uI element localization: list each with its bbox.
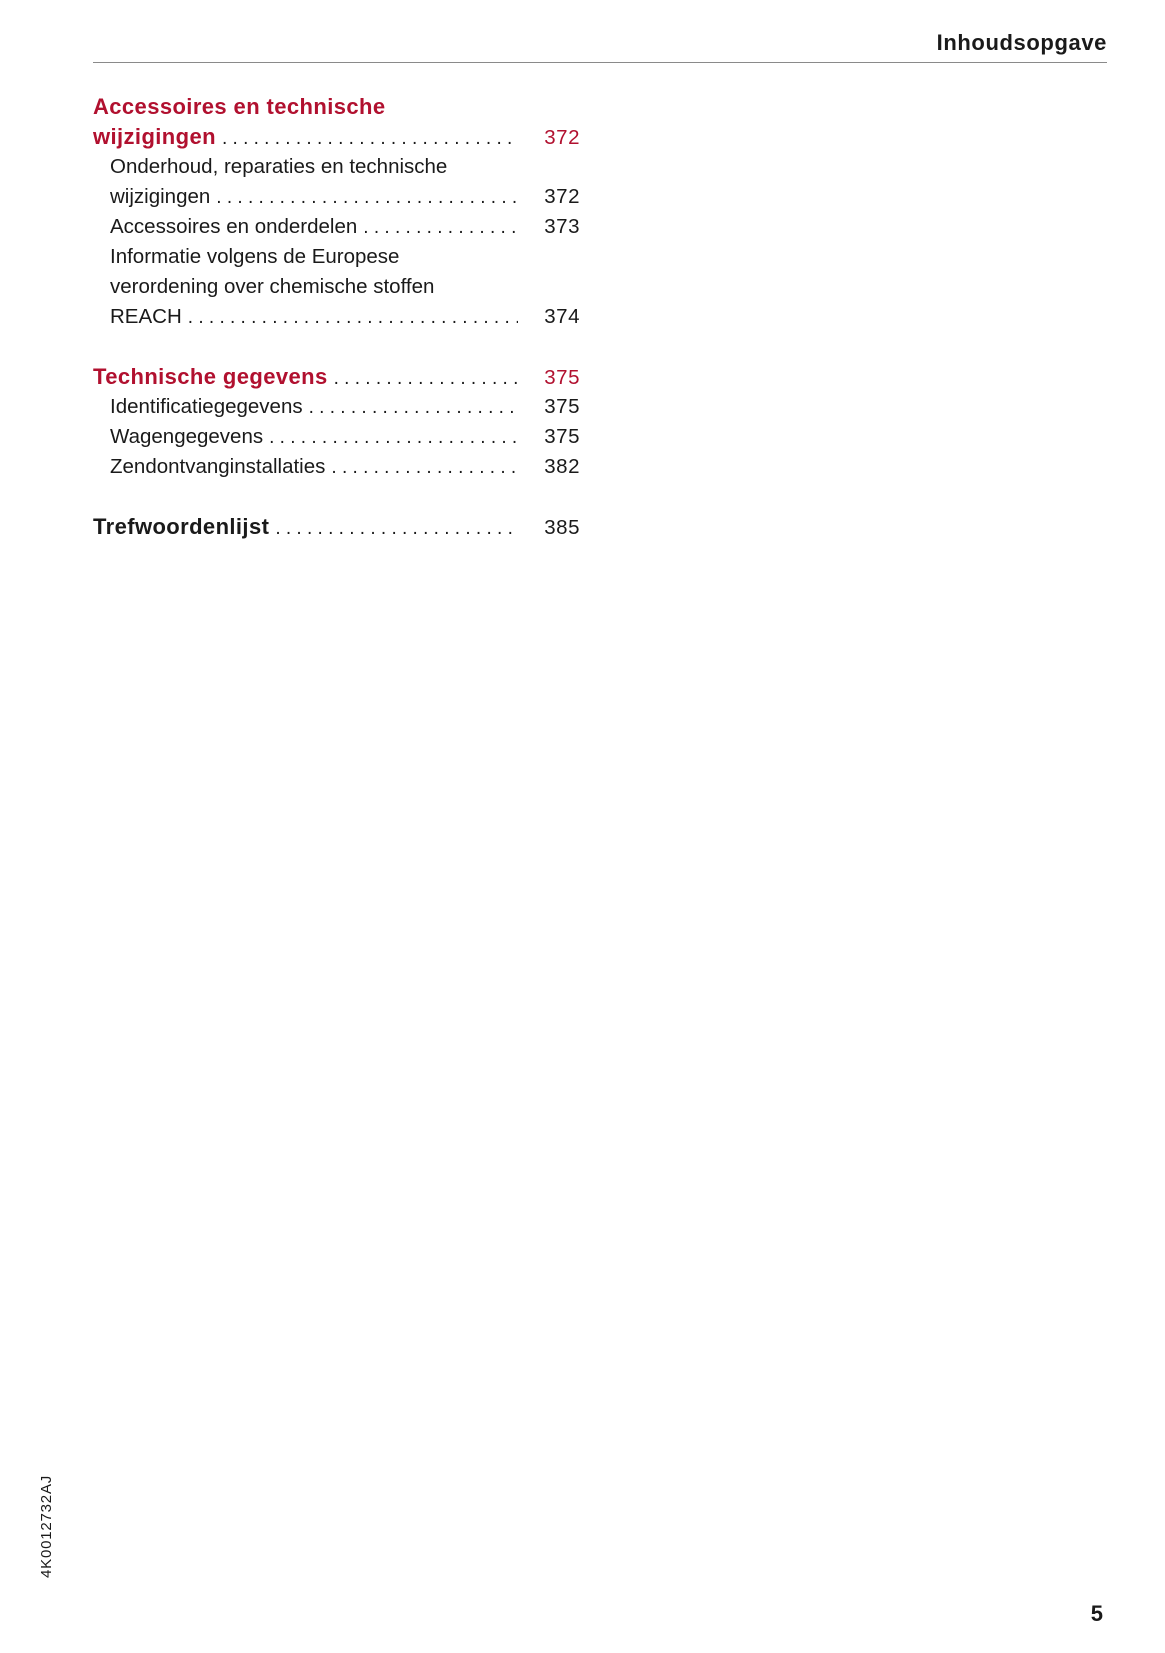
toc-section-trefwoordenlijst: [93, 512, 580, 542]
toc-page-number: 375: [544, 395, 580, 418]
toc-item-text: Identificatiegegevens: [110, 395, 303, 418]
toc-item-text: Informatie volgens de Europese: [110, 245, 400, 268]
toc-heading-accessoires[interactable]: [93, 92, 580, 152]
dot-leader: [334, 364, 518, 394]
toc-heading-technische-gegevens[interactable]: [93, 362, 580, 392]
toc-page-number: 382: [544, 455, 580, 478]
toc-page-number: 372: [544, 185, 580, 208]
toc-item-wagengegevens[interactable]: [93, 422, 580, 452]
toc-item-onderhoud[interactable]: [93, 152, 580, 212]
toc-page-number: 374: [544, 305, 580, 328]
toc-page-number: 385: [544, 516, 580, 539]
toc-item-identificatiegegevens[interactable]: [93, 392, 580, 422]
toc-item-reach[interactable]: [93, 242, 580, 332]
toc-item-text: wijzigingen: [110, 185, 211, 208]
header-divider: [93, 62, 1107, 63]
dot-leader: [363, 213, 518, 243]
toc-heading-text: Trefwoordenlijst: [93, 514, 270, 539]
toc-item-text: REACH: [110, 305, 182, 328]
running-header-title: Inhoudsopgave: [936, 30, 1107, 55]
dot-leader: [309, 393, 518, 423]
toc-heading-text: Technische gegevens: [93, 364, 328, 389]
toc-item-text: Wagengegevens: [110, 425, 264, 448]
dot-leader: [331, 453, 518, 483]
dot-leader: [269, 423, 518, 453]
toc-section-accessoires: [93, 92, 580, 332]
dot-leader: [222, 124, 518, 154]
dot-leader: [188, 303, 518, 333]
table-of-contents: [93, 92, 580, 572]
toc-item-text: Accessoires en onderdelen: [110, 215, 358, 238]
toc-item-text: verordening over chemische stoffen: [110, 275, 435, 298]
document-code: 4K0012732AJ: [38, 1474, 55, 1578]
toc-page-number: 375: [544, 366, 580, 389]
page-number: 5: [1090, 1601, 1103, 1626]
toc-page-number: 375: [544, 425, 580, 448]
toc-item-text: Zendontvanginstallaties: [110, 455, 326, 478]
toc-heading-text: Accessoires en technische: [93, 94, 386, 119]
toc-page-number: 372: [544, 126, 580, 149]
dot-leader: [216, 183, 518, 213]
toc-item-zendontvanginstallaties[interactable]: [93, 452, 580, 482]
toc-item-text: Onderhoud, reparaties en technische: [110, 155, 448, 178]
toc-heading-text: wijzigingen: [93, 124, 216, 149]
toc-page-number: 373: [544, 215, 580, 238]
dot-leader: [275, 514, 518, 544]
toc-section-technische-gegevens: [93, 362, 580, 482]
toc-item-accessoires-onderdelen[interactable]: [93, 212, 580, 242]
toc-heading-trefwoordenlijst[interactable]: [93, 512, 580, 542]
